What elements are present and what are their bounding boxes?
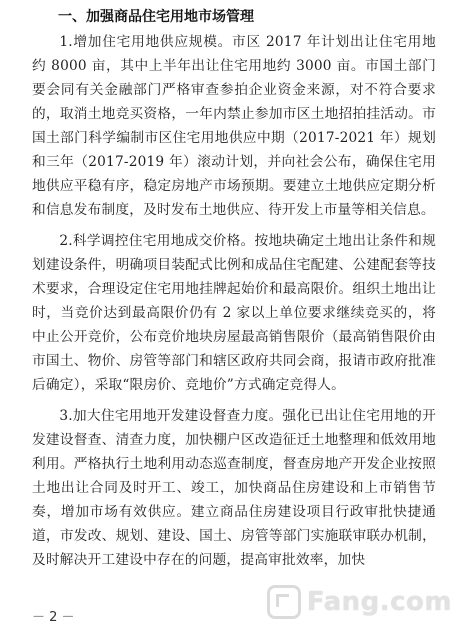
watermark-text: Fang.com <box>306 587 452 617</box>
paragraph-land-price: 2.科学调控住宅用地成交价格。按地块确定土地出让条件和规划建设条件，明确项目装配式比例和成品住宅配建、公建配套等技术要求，合理设定住宅用地挂牌起始价和最高限价。组织土地出让时，当竞价达到最高限价仍有 2 家以上单位要求继续竞买的，将中止公开竞价，公布竞价地块房屋最高销售限价（最高销售限价由市国土、物价、房管等部门和辖区政府共同会商，报请市政府批准后确定），采取“限房价、竞地价”方式确定竞得人。 <box>32 233 436 393</box>
fang-logo-icon <box>267 585 301 619</box>
paragraph-land-supply: 1.增加住宅用地供应规模。市区 2017 年计划出让住宅用地约 8000 亩，其中上半年出让住宅用地约 3000 亩。市国土部门要会同有关金融部门严格审查参拍企业资金来源，对不符合要求的，取消土地竞买资格，一年内禁止参加市区土地招拍挂活动。市国土部门科学编制市区住宅用地供应中期（2017-2021 年）规划和三年（2017-2019 年）滚动计划，并向社会公布，确保住宅用地供应平稳有序，稳定房地产市场预期。要建立土地供应定期分析和信息发布制度，及时发布土地供应、待开发上市量等相关信息。 <box>32 34 436 218</box>
section-heading: 一、加强商品住宅用地市场管理 <box>58 9 254 25</box>
page-number: － 2 － <box>32 610 75 625</box>
paragraph-construction-supervision: 3.加大住宅用地开发建设督查力度。强化已出让住宅用地的开发建设督查、清查力度，加快棚户区改造征迁土地整理和低效用地利用。严格执行土地利用动态巡查制度，督查房地产开发企业按照土地出让合同及时开工、竣工，加快商品住房建设和上市销售节奏，增加市场有效供应。建立商品住房建设项目行政审批快捷通道，市发改、规划、建设、国土、房管等部门实施联审联办机制，及时解决开工建设中存在的问题，提高审批效率，加快 <box>32 408 436 568</box>
watermark <box>267 585 452 619</box>
